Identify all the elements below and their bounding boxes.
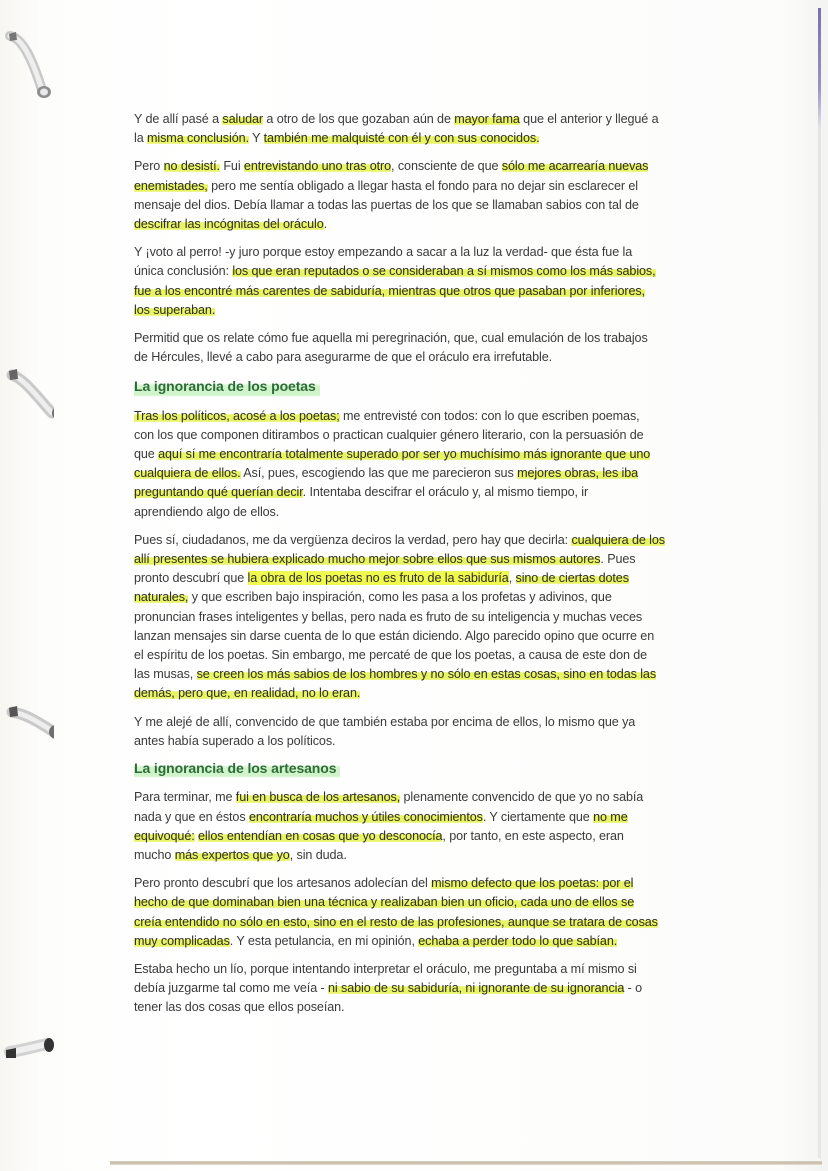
- text-run: que el anterior y llegué a: [519, 112, 659, 126]
- text-run: , sin duda.: [289, 847, 347, 862]
- paragraph: [134, 407, 722, 522]
- highlighted-text: más expertos que yo: [174, 847, 290, 862]
- highlighted-text: allí presentes se hubiera explicado mucho mejor sobre ellos que sus mismos autores: [134, 552, 601, 567]
- text-line: [134, 846, 722, 865]
- highlighted-text: entrevistando uno tras otro: [243, 159, 392, 174]
- text-run: las musas,: [134, 667, 197, 682]
- text-line: [134, 627, 722, 646]
- text-run: Y ¡voto al perro! -y juro porque estoy empezando a sacar a la luz la verdad- que ésta fue la: [134, 245, 633, 260]
- text-run: Para terminar, me: [134, 790, 236, 805]
- paragraph: [134, 874, 722, 951]
- text-run: Así, pues, escogiendo las que me parecieron sus: [240, 466, 518, 481]
- highlighted-text: se creen los más sabios de los hombres y no sólo en estas cosas, sino en todas las: [196, 667, 657, 682]
- section-heading: La ignorancia de los poetas: [134, 377, 320, 396]
- text-run: de Hércules, llevé a cabo para asegurarme de que el oráculo era irrefutable.: [134, 350, 553, 365]
- text-line: [134, 608, 722, 627]
- text-line: [134, 874, 722, 893]
- text-run: que: [134, 447, 159, 462]
- highlighted-text: demás, pero que, en realidad, no lo eran.: [134, 686, 361, 701]
- text-run: , consciente de que: [391, 159, 502, 174]
- text-line: [134, 531, 722, 550]
- text-line: [134, 503, 722, 522]
- text-run: Y me alejé de allí, convencido de que también estaba por encima de ellos, lo mismo que ya: [134, 714, 636, 729]
- text-run: nada y que en éstos: [134, 809, 249, 824]
- intro-paragraphs: [134, 110, 722, 367]
- highlighted-text: ni sabio de su sabiduría, ni ignorante de su ignorancia: [328, 981, 625, 996]
- text-run: . Y ciertamente que: [482, 809, 594, 824]
- binder-ring-icon: [4, 700, 54, 770]
- section-poetas: [134, 377, 722, 751]
- text-run: ,: [508, 571, 516, 586]
- highlighted-text: saludar: [222, 112, 263, 126]
- text-line: [134, 588, 722, 607]
- text-run: , por tanto, en este aspecto, eran: [442, 828, 624, 843]
- text-line: [134, 215, 722, 234]
- highlighted-text: los que eran reputados o se consideraban a sí mismos como los más sabios,: [232, 264, 656, 279]
- highlighted-text: mayor fama: [454, 112, 520, 126]
- text-run: debía juzgarme tal como me veía -: [134, 981, 328, 996]
- text-run: con los que componen ditirambos o practican cualquier género literario, con la persuasión de: [134, 427, 644, 442]
- highlighted-text: fui en busca de los artesanos,: [235, 790, 401, 805]
- text-run: plenamente convencido de que yo no sabía: [400, 790, 644, 805]
- text-line: [134, 157, 722, 176]
- text-run: pronto descubrí que: [134, 571, 248, 586]
- text-line: [134, 893, 722, 912]
- binder-ring-icon: [4, 1030, 54, 1100]
- text-run: me entrevisté con todos: con lo que escriben poemas,: [339, 408, 640, 423]
- highlighted-text: no me: [593, 809, 628, 824]
- highlighted-text: encontraría muchos y útiles conocimientos: [248, 809, 483, 824]
- document-body: [134, 110, 722, 1018]
- highlighted-text: misma conclusión.: [147, 131, 249, 146]
- text-run: Y: [248, 131, 264, 146]
- highlighted-text: creía entendido no sólo en esto, sino en el resto de las profesiones, aunque se tratara de cosas: [134, 914, 658, 929]
- highlighted-text: equivoqué:: [134, 828, 195, 843]
- paragraph: [134, 960, 722, 1018]
- text-line: [134, 329, 722, 348]
- highlighted-text: aquí sí me encontraría totalmente superado por ser yo muchísimo más ignorante que uno: [158, 447, 651, 462]
- text-run: lanzan mensajes sin darse cuenta de lo que están diciendo. Algo parecido opino que ocurre en: [134, 628, 655, 643]
- highlighted-text: Tras los políticos, acosé a los poetas;: [134, 408, 340, 423]
- text-line: [134, 262, 722, 281]
- text-run: Pues sí, ciudadanos, me da vergüenza deciros la verdad, pero hay que decirla:: [134, 532, 572, 547]
- highlighted-text: cualquiera de ellos.: [134, 466, 241, 481]
- text-run: Y de allí pasé a: [134, 112, 223, 126]
- text-line: [134, 110, 722, 129]
- text-run: aprendiendo algo de ellos.: [134, 504, 280, 519]
- text-run: mucho: [134, 847, 175, 862]
- text-line: [134, 464, 722, 483]
- highlighted-text: echaba a perder todo lo que sabían.: [418, 933, 618, 948]
- highlighted-text: enemistades,: [134, 178, 208, 193]
- text-line: [134, 979, 722, 998]
- highlighted-text: descifrar las incógnitas del oráculo: [134, 217, 324, 232]
- highlighted-text: sino de ciertas dotes: [515, 571, 629, 586]
- highlighted-text: naturales,: [134, 590, 189, 605]
- highlighted-text: hecho de que dominaban bien una técnica y realizaban bien un oficio, cada uno de ellos se: [134, 895, 635, 910]
- text-line: [134, 646, 722, 665]
- text-line: [134, 684, 722, 703]
- text-line: [134, 960, 722, 979]
- text-line: [134, 426, 722, 445]
- text-run: única conclusión:: [134, 264, 233, 279]
- text-line: [134, 788, 722, 807]
- text-line: [134, 569, 722, 588]
- text-line: [134, 932, 722, 951]
- text-run: . Pues: [600, 552, 636, 567]
- text-run: - o: [624, 981, 643, 996]
- text-run: pero me sentía obligado a llegar hasta el fondo para no dejar sin esclarecer el: [207, 178, 638, 193]
- page-bottom-edge: [110, 1161, 822, 1165]
- text-line: [134, 177, 722, 196]
- binder-ring-icon: [4, 28, 54, 98]
- text-line: [134, 301, 722, 320]
- highlighted-text: también me malquisté con él y con sus conocidos.: [263, 131, 540, 146]
- text-line: [134, 998, 722, 1017]
- highlighted-text: la obra de los poetas no es fruto de la sabiduría: [247, 571, 509, 586]
- text-line: [134, 196, 722, 215]
- text-line: [134, 550, 722, 569]
- paragraph: [134, 157, 722, 234]
- text-line: [134, 407, 722, 426]
- text-line: [134, 732, 722, 751]
- paragraph: [134, 531, 722, 704]
- paragraph: [134, 243, 722, 320]
- highlighted-text: los superaban.: [134, 302, 216, 317]
- text-run: Estaba hecho un lío, porque intentando interpretar el oráculo, me preguntaba a mí mismo si: [134, 961, 637, 976]
- text-run: la: [134, 131, 148, 146]
- page-right-edge: [818, 8, 821, 1158]
- text-line: [134, 665, 722, 684]
- text-line: [134, 808, 722, 827]
- text-run: .: [323, 217, 328, 232]
- highlighted-text: muy complicadas: [134, 933, 230, 948]
- text-run: Pero pronto descubrí que los artesanos adolecían del: [134, 876, 432, 891]
- text-line: [134, 827, 722, 846]
- text-run: antes había superado a los políticos.: [134, 733, 336, 748]
- text-run: mensaje del dios. Debía llamar a todas las puertas de los que se llamaban sabios con tal de: [134, 197, 639, 212]
- text-line: [134, 282, 722, 301]
- text-run: Permitid que os relate cómo fue aquella mi peregrinación, que, cual emulación de los trabajos: [134, 331, 648, 346]
- text-run: Fui: [219, 159, 244, 174]
- paragraph: [134, 713, 722, 751]
- text-run: a otro de los que gozaban aún de: [263, 112, 455, 126]
- highlighted-text: mismo defecto que los poetas: por el: [431, 876, 634, 891]
- paragraph: [134, 788, 722, 865]
- highlighted-text: cualquiera de los: [571, 532, 665, 547]
- paragraph: [134, 329, 722, 367]
- text-line: [134, 243, 722, 262]
- text-line: [134, 913, 722, 932]
- text-run: el espíritu de los poetas. Sin embargo, me percaté de que los poetas, a causa de este don de: [134, 648, 648, 663]
- text-line: [134, 445, 722, 464]
- text-run: y que escriben bajo inspiración, como les pasa a los profetas y adivinos, que: [188, 590, 612, 605]
- text-line: [134, 129, 722, 148]
- highlighted-text: no desistí.: [163, 159, 220, 174]
- section-poetas-body: [134, 407, 722, 751]
- highlighted-text: preguntando qué querían decir: [134, 485, 303, 500]
- text-run: pronuncian frases inteligentes y bellas, pero nada es fruto de su inteligencia y muchas veces: [134, 609, 643, 624]
- paragraph: [134, 110, 722, 148]
- highlighted-text: sólo me acarrearía nuevas: [501, 159, 649, 174]
- text-line: [134, 483, 722, 502]
- text-run: . Intentaba descifrar el oráculo y, al mismo tiempo, ir: [302, 485, 589, 500]
- text-run: tener las dos cosas que ellos poseían.: [134, 1000, 345, 1015]
- text-line: [134, 348, 722, 367]
- highlighted-text: ellos entendían en cosas que yo desconocía: [198, 828, 443, 843]
- section-heading: La ignorancia de los artesanos: [134, 759, 340, 778]
- section-artesanos: [134, 759, 722, 1017]
- section-artesanos-body: [134, 788, 722, 1017]
- text-run: Pero: [134, 159, 164, 174]
- text-line: [134, 713, 722, 732]
- text-run: . Y esta petulancia, en mi opinión,: [229, 933, 419, 948]
- highlighted-text: fue a los encontré más carentes de sabiduría, mientras que otros que pasaban por inferiores,: [134, 283, 645, 298]
- binder-ring-icon: [4, 365, 54, 435]
- highlighted-text: mejores obras, les iba: [517, 466, 639, 481]
